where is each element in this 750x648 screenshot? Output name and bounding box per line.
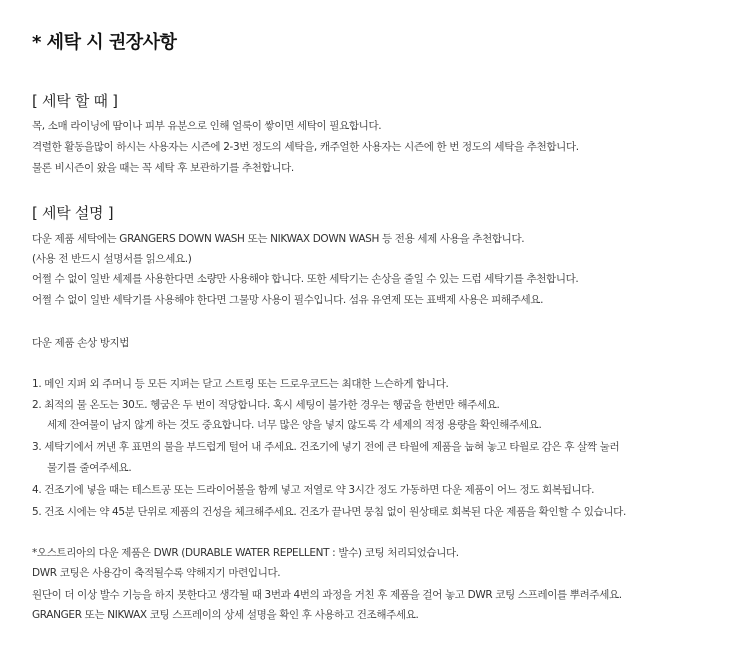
- paragraph-line: 다운 제품 세탁에는 GRANGERS DOWN WASH 또는 NIKWAX DOWN WASH 등 전용 세제 사용을 추천합니다.: [32, 233, 525, 245]
- list-item: 3. 세탁기에서 꺼낸 후 표면의 물을 부드럽게 털어 내 주세요. 건조기에 넣기 전에 큰 타월에 제품을 눕혀 놓고 타월로 감은 후 살짝 눌러: [32, 441, 620, 453]
- section-heading-when-to-wash: [ 세탁 할 때 ]: [32, 92, 118, 110]
- list-item-continuation: 물기를 줄여주세요.: [47, 462, 132, 474]
- paragraph-line: 격렬한 활동을많이 하시는 사용자는 시즌에 2-3번 정도의 세탁을, 캐주얼한 사용자는 시즌에 한 번 정도의 세탁을 추천합니다.: [32, 141, 579, 153]
- paragraph-line: 목, 소매 라이닝에 땀이나 피부 유분으로 인해 얼룩이 쌓이면 세탁이 필요합니다.: [32, 120, 382, 132]
- list-item-continuation: 세제 잔여물이 남지 않게 하는 것도 중요합니다. 너무 많은 양을 넣지 않도록 각 세제의 적정 용량을 확인해주세요.: [47, 419, 542, 431]
- paragraph-line: (사용 전 반드시 설명서를 읽으세요.): [32, 253, 192, 265]
- note-line: GRANGER 또는 NIKWAX 코팅 스프레이의 상세 설명을 확인 후 사용하고 건조해주세요.: [32, 609, 419, 621]
- note-line: DWR 코팅은 사용감이 축적될수록 약해지기 마련입니다.: [32, 567, 281, 579]
- page-title: * 세탁 시 권장사항: [32, 32, 177, 53]
- note-line: *오스트리아의 다운 제품은 DWR (DURABLE WATER REPELLENT : 발수) 코팅 처리되었습니다.: [32, 547, 459, 559]
- paragraph-line: 어쩔 수 없이 일반 세탁기를 사용해야 한다면 그물망 사용이 필수입니다. 섬유 유연제 또는 표백제 사용은 피해주세요.: [32, 294, 544, 306]
- list-item: 5. 건조 시에는 약 45분 단위로 제품의 건성을 체크해주세요. 건조가 끝나면 뭉침 없이 원상태로 회복된 다운 제품을 확인할 수 있습니다.: [32, 506, 626, 518]
- list-item: 4. 건조기에 넣을 때는 테스트공 또는 드라이어볼을 함께 넣고 저열로 약 3시간 정도 가동하면 다운 제품이 어느 정도 회복됩니다.: [32, 484, 595, 496]
- list-item: 1. 메인 지퍼 외 주머니 등 모든 지퍼는 닫고 스트링 또는 드로우코드는 최대한 느슨하게 합니다.: [32, 378, 449, 390]
- paragraph-line: 어쩔 수 없이 일반 세제를 사용한다면 소량만 사용해야 합니다. 또한 세탁기는 손상을 줄일 수 있는 드럼 세탁기를 추천합니다.: [32, 273, 579, 285]
- damage-prevention-subheading: 다운 제품 손상 방지법: [32, 337, 130, 349]
- list-item: 2. 최적의 물 온도는 30도. 헹굼은 두 번이 적당합니다. 혹시 세팅이 불가한 경우는 헹굼을 한번만 해주세요.: [32, 399, 500, 411]
- note-line: 원단이 더 이상 발수 기능을 하지 못한다고 생각될 때 3번과 4번의 과정을 거친 후 제품을 걸어 놓고 DWR 코팅 스프레이를 뿌려주세요.: [32, 589, 622, 601]
- paragraph-line: 물론 비시즌이 왔을 때는 꼭 세탁 후 보관하기를 추천합니다.: [32, 162, 294, 174]
- section-heading-wash-description: [ 세탁 설명 ]: [32, 204, 114, 222]
